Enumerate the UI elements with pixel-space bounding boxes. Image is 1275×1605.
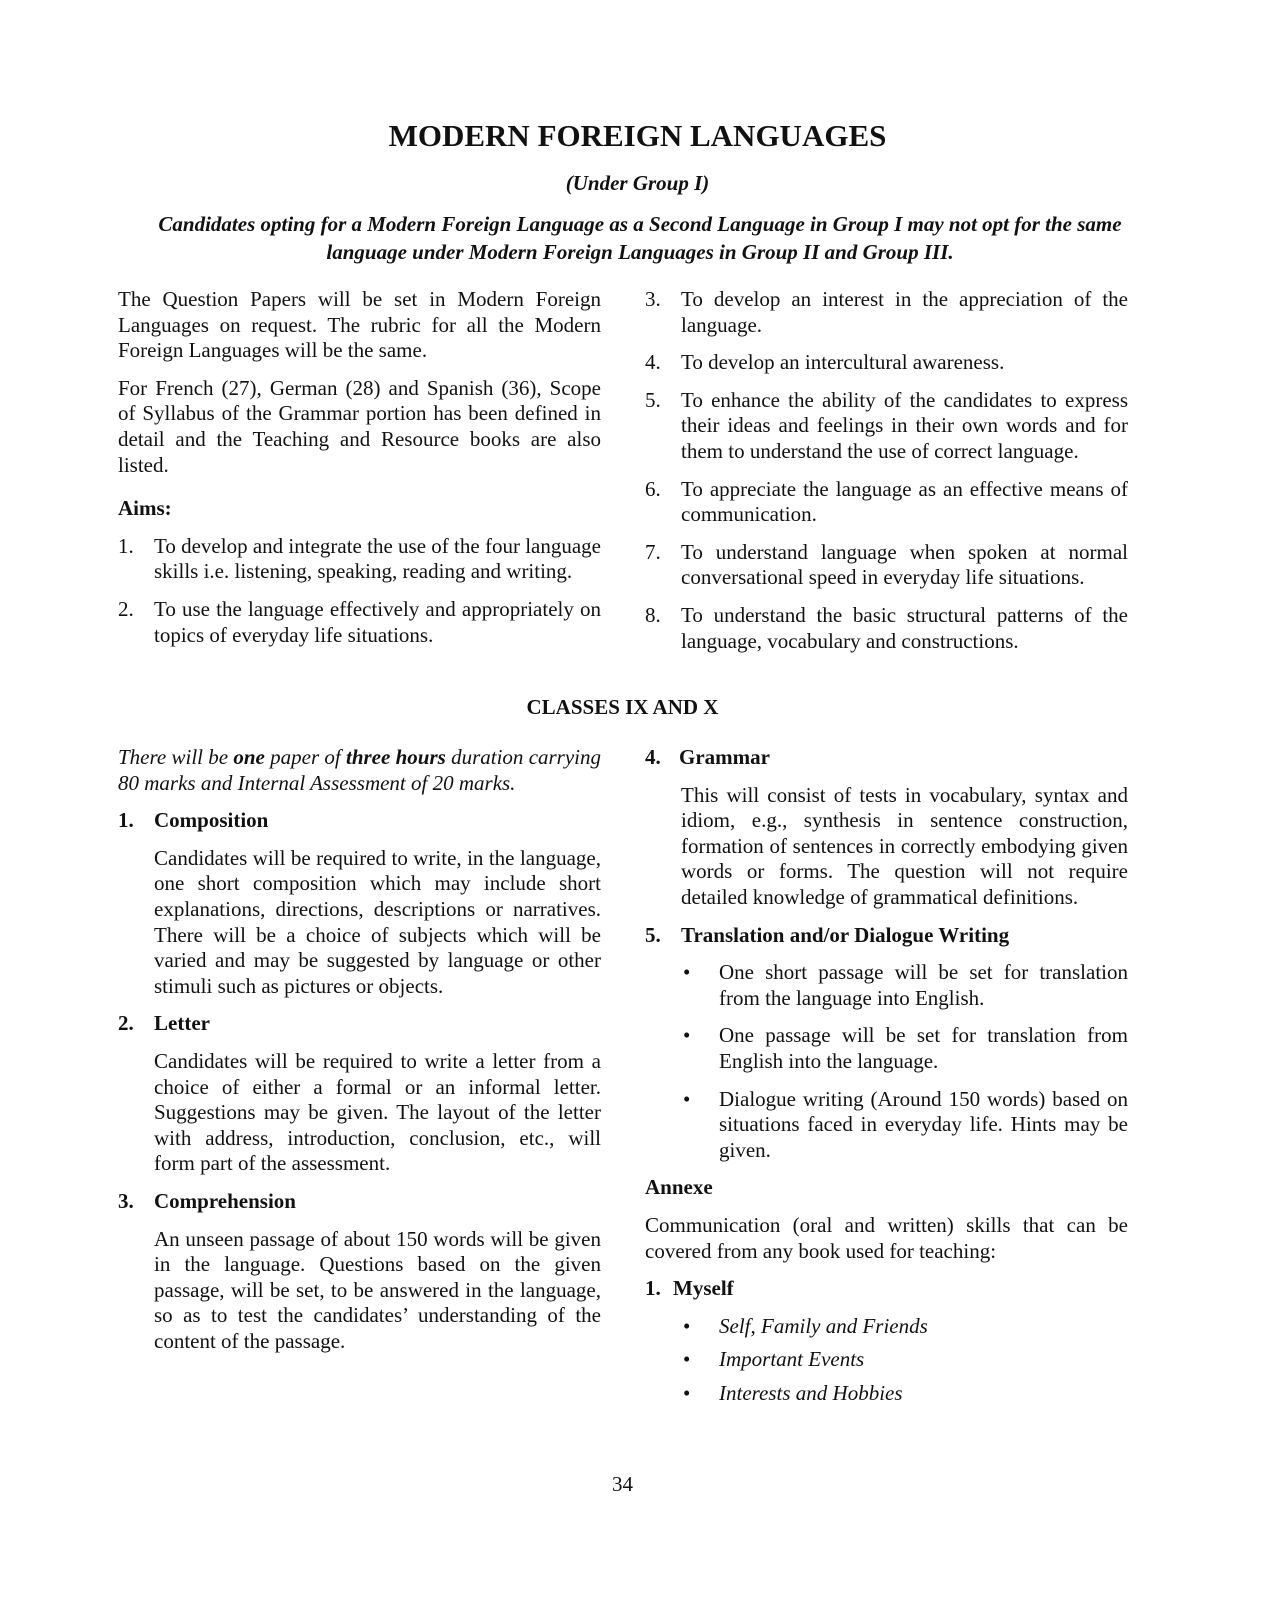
annexe-heading: Annexe <box>645 1175 713 1200</box>
bullet-icon: • <box>683 1380 691 1405</box>
letter-text: Candidates will be required to write a letter from a choice of either a formal or an informal letter. Suggestions may be given. The layout of the letter with address, introduction, conclusion, etc., will form part of the assessment. <box>154 1048 601 1176</box>
section-heading-grammar: 4. Grammar <box>645 745 770 769</box>
aim-text: To enhance the ability of the candidates to express their ideas and feelings in their own words and for them to understand the use of correct language. <box>681 387 1128 463</box>
grammar-text: This will consist of tests in vocabulary, syntax and idiom, e.g., synthesis in sentence construction, formation of sentences in correctly embodying given words or forms. The question will not require detailed knowledge of grammatical definitions. <box>681 782 1128 909</box>
intro-paragraph-1: The Question Papers will be set in Modern Foreign Languages on request. The rubric for all the Modern Foreign Languages will be the same. <box>118 287 601 363</box>
syllabus-column-right <box>645 745 1128 1418</box>
list-item: • Self, Family and Friends <box>683 1313 928 1338</box>
list-item: • Dialogue writing (Around 150 words) based on situations faced in everyday life. Hints may be given. <box>683 1086 1128 1162</box>
aim-number: 6. <box>645 476 661 501</box>
aims-heading: Aims: <box>118 496 172 521</box>
composition-text: Candidates will be required to write, in the language, one short composition which may include short explanations, directions, descriptions or narratives. There will be a choice of subjects which will be varied and may be suggested by language or other stimuli such as pictures or objects. <box>154 845 601 998</box>
paper-count: one <box>233 745 265 769</box>
page-title: MODERN FOREIGN LANGUAGES <box>388 118 887 153</box>
aim-item <box>645 350 1128 376</box>
intro-column-left <box>118 287 601 660</box>
page-subtitle: (Under Group I) <box>565 171 710 195</box>
list-item: • Interests and Hobbies <box>683 1380 903 1405</box>
aim-text: To develop an interest in the appreciation of the language. <box>681 287 1128 337</box>
aim-number: 5. <box>645 387 661 412</box>
paper-duration: three hours <box>346 745 446 769</box>
bullet-icon: • <box>683 1023 691 1048</box>
aim-item <box>645 388 1128 465</box>
aim-number: 4. <box>645 350 661 375</box>
aim-number: 2. <box>118 596 134 621</box>
aim-text: To develop and integrate the use of the four language skills i.e. listening, speaking, reading and writing. <box>154 533 601 584</box>
aim-item <box>645 477 1128 528</box>
aim-text: To appreciate the language as an effective means of communication. <box>681 476 1128 527</box>
aim-item <box>645 603 1128 654</box>
translation-bullets <box>681 960 1128 1163</box>
section-heading-myself: 1. Myself <box>645 1276 734 1301</box>
section-heading-composition: 1. Composition <box>118 808 269 833</box>
annexe-text: Communication (oral and written) skills that can be covered from any book used for teaching: <box>645 1212 1128 1263</box>
aims-column-right <box>645 287 1128 666</box>
list-item: • One short passage will be set for translation from the language into English. <box>683 960 1128 1010</box>
aim-text: To use the language effectively and appropriately on topics of everyday life situations. <box>154 596 601 647</box>
bullet-icon: • <box>683 1347 691 1372</box>
bullet-icon: • <box>683 960 691 985</box>
bullet-icon: • <box>683 1313 691 1338</box>
aim-item <box>118 597 601 648</box>
section-heading-comprehension: 3. Comprehension <box>118 1188 296 1213</box>
aim-item <box>118 534 601 585</box>
aim-item <box>645 540 1128 591</box>
paper-info: There will be one paper of three hours duration carrying 80 marks and Internal Assessment of 20 marks. <box>118 745 602 795</box>
intro-paragraph-2: For French (27), German (28) and Spanish (36), Scope of Syllabus of the Grammar portion has been defined in detail and the Teaching and Resource books are also listed. <box>118 375 601 477</box>
aim-text: To understand the basic structural patterns of the language, vocabulary and constructions. <box>681 602 1128 653</box>
bullet-icon: • <box>683 1086 691 1111</box>
syllabus-column-left <box>118 745 601 1366</box>
myself-bullets <box>681 1314 1128 1407</box>
aim-number: 8. <box>645 602 661 627</box>
aim-number: 1. <box>118 533 134 558</box>
comprehension-text: An unseen passage of about 150 words will be given in the language. Questions based on the given passage, will be set, to be answered in the language, so as to test the candidates’ understanding of the content of the passage. <box>154 1226 601 1353</box>
candidate-note: Candidates opting for a Modern Foreign Language as a Second Language in Group I may not opt for the same language under Modern Foreign Languages in Group II and Group III. <box>158 212 1122 264</box>
aim-text: To develop an intercultural awareness. <box>681 350 1005 375</box>
classes-heading: CLASSES IX AND X <box>526 695 719 719</box>
aim-number: 3. <box>645 287 661 311</box>
page-number: 34 <box>612 1472 633 1496</box>
list-item: • One passage will be set for translation from English into the language. <box>683 1023 1128 1073</box>
section-heading-letter: 2. Letter <box>118 1011 210 1036</box>
aim-text: To understand language when spoken at normal conversational speed in everyday life situations. <box>681 539 1128 590</box>
section-heading-translation: 5. Translation and/or Dialogue Writing <box>645 922 1010 947</box>
aim-number: 7. <box>645 539 661 564</box>
aim-item <box>645 287 1128 338</box>
list-item: • Important Events <box>683 1347 865 1372</box>
